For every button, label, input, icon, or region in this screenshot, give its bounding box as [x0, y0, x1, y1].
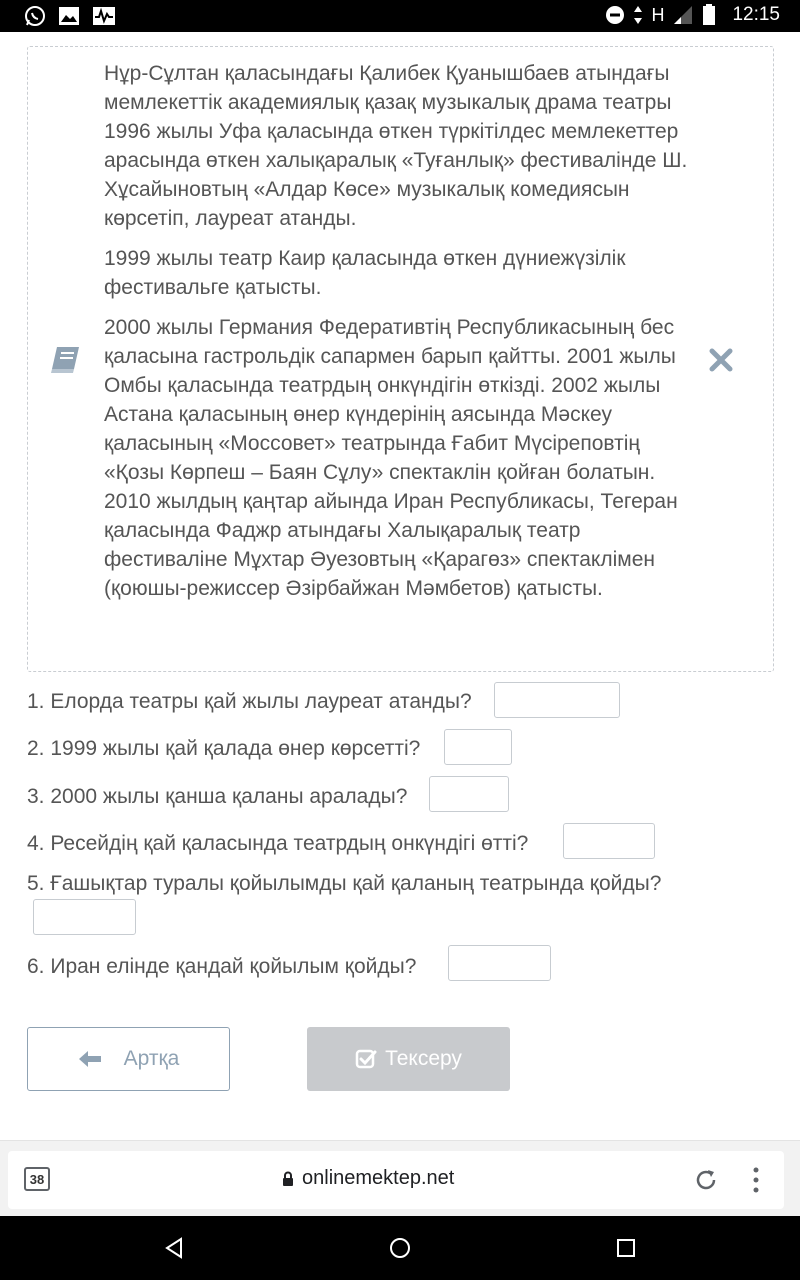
back-button-label: Артқа [123, 1047, 180, 1070]
reading-paragraph: Нұр-Сұлтан қаласындағы Қалибек Қуанышбаев атындағы мемлекеттік академиялық қазақ музыкалық драма театры 1996 жылы Уфа қаласында өткен түркітілдес мемлекеттер арасында өткен халықаралық «Туғанлық» фестивалінде Ш. Хұсайыновтың «Алдар Көсе» музыкалық комедиясын көрсетіп, лауреат атанды. [104, 62, 688, 230]
system-status [605, 4, 780, 26]
reading-passage [27, 46, 774, 672]
browser-toolbar [0, 1140, 800, 1216]
back-button[interactable] [27, 1027, 230, 1091]
check-square-icon [355, 1048, 377, 1070]
network-type: H [651, 4, 665, 25]
data-arrows-icon [633, 5, 643, 25]
question-1: 1. Елорда театры қай жылы лауреат атанды? [27, 690, 472, 713]
answer-input-1[interactable] [494, 682, 620, 718]
question-2: 2. 1999 жылы қай қалада өнер көрсетті? [27, 737, 421, 760]
battery-icon [702, 4, 716, 26]
question-3: 3. 2000 жылы қанша қаланы аралады? [27, 785, 408, 808]
answer-input-3[interactable] [429, 776, 509, 812]
status-bar [0, 0, 800, 32]
reload-icon[interactable] [694, 1168, 718, 1197]
arrow-left-icon [78, 1049, 102, 1069]
question-6: 6. Иран елінде қандай қойылым қойды? [27, 955, 417, 978]
gallery-icon [58, 6, 80, 26]
url-bar[interactable] [282, 1167, 454, 1190]
answer-input-2[interactable] [444, 729, 512, 765]
close-icon[interactable] [708, 347, 734, 378]
check-button[interactable] [307, 1027, 510, 1091]
reading-paragraph: 2000 жылы Германия Федеративтің Республикасының бес қаласына гастрольдік сапармен барып қайтты. 2001 жылы Омбы қаласында театрдың онкүндігін өткізді. 2002 жылы Астана қаласының өнер күндерінің аясында Мәскеу қаласының «Моссовет» театрында Ғабит Мүсіреповтің «Қозы Көрпеш – Баян Сұлу» спектаклін қойған болатын. 2010 жылдың қаңтар айында Иран Республикасы, Тегеран қаласында Фаджр атындағы Халықаралық театр фестиваліне Мұхтар Әуезовтың «Қарагөз» спектаклімен (қоюшы-режиссер Әзірбайжан Мәмбетов) қатысты. [104, 316, 678, 600]
reading-text [104, 59, 694, 614]
nav-recent-icon[interactable] [617, 1239, 635, 1262]
nav-back-icon[interactable] [163, 1236, 185, 1265]
question-4: 4. Ресейдің қай қаласында театрдың онкүндігі өтті? [27, 832, 529, 855]
answer-input-4[interactable] [563, 823, 655, 859]
notification-icons [24, 5, 116, 27]
check-button-label: Тексеру [385, 1047, 462, 1070]
navigation-bar [0, 1216, 800, 1280]
lock-icon [282, 1171, 294, 1187]
book-icon [50, 345, 82, 380]
question-5: 5. Ғашықтар туралы қойылымды қай қаланың театрында қойды? [27, 872, 662, 895]
dnd-icon [605, 5, 625, 25]
answer-input-6[interactable] [448, 945, 551, 981]
signal-icon [672, 5, 694, 25]
activity-icon [92, 6, 116, 26]
answer-input-5[interactable] [33, 899, 136, 935]
url-text: onlinemektep.net [302, 1167, 455, 1189]
reading-paragraph: 1999 жылы театр Каир қаласында өткен дүниежүзілік фестивальге қатысты. [104, 247, 626, 299]
whatsapp-icon [24, 5, 46, 27]
tab-switcher-button[interactable]: 38 [24, 1167, 50, 1191]
clock: 12:15 [732, 4, 780, 25]
nav-home-icon[interactable] [389, 1237, 411, 1264]
more-menu-icon[interactable] [752, 1167, 760, 1198]
